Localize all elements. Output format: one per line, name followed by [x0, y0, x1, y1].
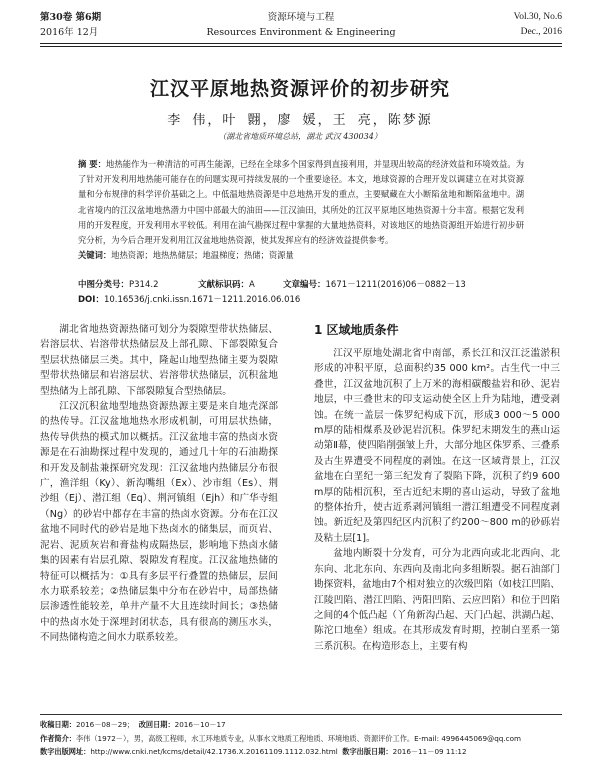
doi-value: 10.16536/j.cnki.issn.1671－1211.2016.06.016 — [103, 295, 301, 305]
revised-label: 改回日期： — [138, 720, 175, 729]
journal-name-en: Resources Environment & Engineering — [206, 27, 396, 38]
citation-label: 数字出版网址： — [40, 747, 91, 756]
footnote — [40, 714, 562, 759]
body-paragraph: 湖北省地热资源热储可划分为裂隙型带状热储层、岩溶层状、岩溶带状热储层及上部孔隙、下部裂隙复合型层状热储层三类。其中，隆起山地型热储主要为裂隙型带状热储层和岩溶层状、岩溶带状热储层，沉积盆地型热储为上部孔隙、下部裂隙复合型热储层。 — [40, 324, 278, 397]
abstract — [78, 157, 524, 263]
volume-issue-cn: 第30卷 第6期 — [40, 12, 102, 23]
article-metadata — [78, 278, 524, 308]
header-rule-thin — [40, 46, 562, 47]
body-column-right — [314, 322, 560, 654]
article-number-group — [283, 278, 466, 293]
date-cn: 2016年 12月 — [40, 27, 99, 38]
running-header — [40, 10, 562, 50]
citation-url[interactable]: http://www.cnki.net/kcms/detail/42.1736.X.20161109.1112.032.html — [90, 747, 338, 756]
received-date: 2016－08－29； — [75, 720, 135, 729]
doi-label: DOI： — [78, 295, 104, 305]
revised-date: 2016－10－17 — [174, 720, 226, 729]
doc-code-group — [198, 278, 255, 293]
keywords — [78, 248, 524, 263]
keywords-text: 地热资源；地热热储层；地温梯度；热储；资源量 — [111, 250, 294, 261]
affiliation: （湖北省地质环境总站，湖北 武汉 430034） — [218, 132, 382, 141]
article-number-value: 1671－1211(2016)06－0882－13 — [325, 280, 466, 290]
clc-value: P314.2 — [129, 280, 159, 290]
date-en: Dec., 2016 — [520, 27, 562, 37]
header-right — [514, 10, 562, 40]
section-heading: 1 区域地质条件 — [314, 323, 399, 337]
doc-code-label: 文献标识码： — [198, 280, 250, 290]
journal-name-cn: 资源环境与工程 — [267, 12, 335, 23]
author-bio-label: 作者简介： — [40, 733, 76, 743]
clc-label: 中图分类号： — [78, 280, 130, 290]
header-center — [40, 10, 562, 40]
article-title: 江汉平原地热资源评价的初步研究 — [149, 78, 450, 100]
body-paragraph: 江汉沉积盆地型地热资源热源主要是来自地壳深部的热传导。江汉盆地地热水形成机制，可用层状热储，热传导供热的模式加以概括。江汉盆地丰富的热卤水资源是在石油勘探过程中发现的，通过几十年的石油勘探和开发及制盐兼探研究发现：江汉盆地内热储层分布很广，渔洋组（Ky）、新沟嘴组（Ex）、沙市组（Es）、荆沙组（Ej）、潜江组（Eq）、荆河镇组（Ejh）和广华寺组（Ng）的砂岩中都存在丰富的热卤水资源。分布在江汉盆地不同时代的砂岩是地下热卤水的储集层，而页岩、泥岩、泥质灰岩和膏盐构成隔热层，影响地下热卤水储集的因素有岩层孔隙、裂隙发育程度。江汉盆地热储的特征可以概括为：①具有多层平行叠置的热储层，层间水力联系较差；②热储层集中分布在砂岩中，局部热储层渗透性能较差，单井产量不大且连续时间长；③热储中的热卤水处于深埋封闭状态，具有很高的测压水头，不同热储构造之间水力联系较差。 — [40, 401, 278, 644]
body-column-left — [40, 322, 278, 646]
pubdate-label: 数字出版日期： — [342, 747, 393, 756]
body-paragraph: 江汉平原地处湖北省中南部，系长江和汉江泛滥淤积形成的冲积平原，总面积约35 000 km²。古生代一中三叠世，江汉盆地沉积了上万米的海相碳酸盐岩和砂、泥岩地层，中三叠世末的印支运动使全区上升为陆地，遭受剥蚀。在统一盖层一侏罗纪构成下沉，形成3 000～5 000 m厚的陆相煤系及砂泥岩沉积。侏罗纪末期发生的燕山运动第Ⅱ幕，使四陷削强皱上升，大部分地区侏罗系、三叠系及古生界遭受不同程度的剥蚀。在这一区域背景上，江汉盆地在白垩纪一第三纪发育了裂陷下降，沉积了约9 600 m厚的陆相沉积，至古近纪末期的喜山运动，导致了盆地的整体抬升，使古近系剥河镇组一潜江组遭受不同程度剥蚀。新近纪及第四纪区内沉积了约200～800 m的砂砾岩及粘土层[1]。 — [314, 348, 560, 544]
footnote-citation — [40, 745, 562, 759]
author-bio-text: 李伟（1972－），男，高级工程师，水工环地质专业，从事水文地质工程地质、环境地质、资源评价工作。E-mail: 4996445069@qq.com — [75, 733, 522, 743]
body-paragraph: 盆地内断裂十分发育，可分为北西向或北北西向、北东向、北北东向、东西向及南北向多组断裂。据石油部门勘探资料，盆地由7个相对独立的次级凹陷（如枝江凹陷、江陵凹陷、潜江凹陷、沔阳凹陷、云应凹陷）和位于凹陷之间的4个低凸起（丫角新沟凸起、天门凸起、洪湖凸起、陈沱口地垒）组成。在其形成发育时期，控制白垩系一第三系沉积。在构造形态上，主要有构 — [314, 548, 560, 652]
author-list: 李 伟，叶 翾，廖 媛，王 亮，陈梦源 — [167, 113, 433, 128]
doc-code-value: A — [249, 280, 255, 290]
doi-row — [78, 293, 524, 308]
abstract-label: 摘 要： — [78, 159, 107, 169]
clc-group — [78, 280, 158, 290]
volume-issue-en: Vol.30, No.6 — [513, 12, 562, 22]
classification-row — [78, 278, 524, 293]
received-label: 收稿日期： — [40, 720, 76, 729]
article-number-label: 文章编号： — [283, 280, 326, 290]
header-rule-thick — [40, 43, 562, 44]
abstract-text: 地热能作为一种清洁的可再生能源，已经在全球多个国家得到直接利用，并显现出较高的经济效益和环境效益。为了针对开发利用地热能可能存在的问题实现可持续发展的一个重要途径。本文，地球资源的合理开发以调建立在对其资源量和分布规律的科学评价基础之上。中低温地热资源是中总地热开发的重点，主要赋藏在大小断陷盆地和断陷盆地中。湖北省境内的江汉盆地地热潜力中国中部最大的油田——江汉油田，其所处的江汉平原地区地热资源十分丰富。根据它发利用的开发程度，开发利用水平较低。利用在油气勘探过程中掌握的大量地热资料，对该地区的地热资源组开始进行初步研究分析，为今后合理开发利用江汉盆地地热资源，使其发挥应有的经济效益提供参考。 — [78, 159, 525, 246]
pubdate-value: 2016－11－09 11:12 — [392, 747, 467, 756]
keywords-label: 关键词： — [78, 250, 112, 261]
footnote-author — [40, 732, 562, 746]
footnote-dates — [40, 718, 562, 732]
